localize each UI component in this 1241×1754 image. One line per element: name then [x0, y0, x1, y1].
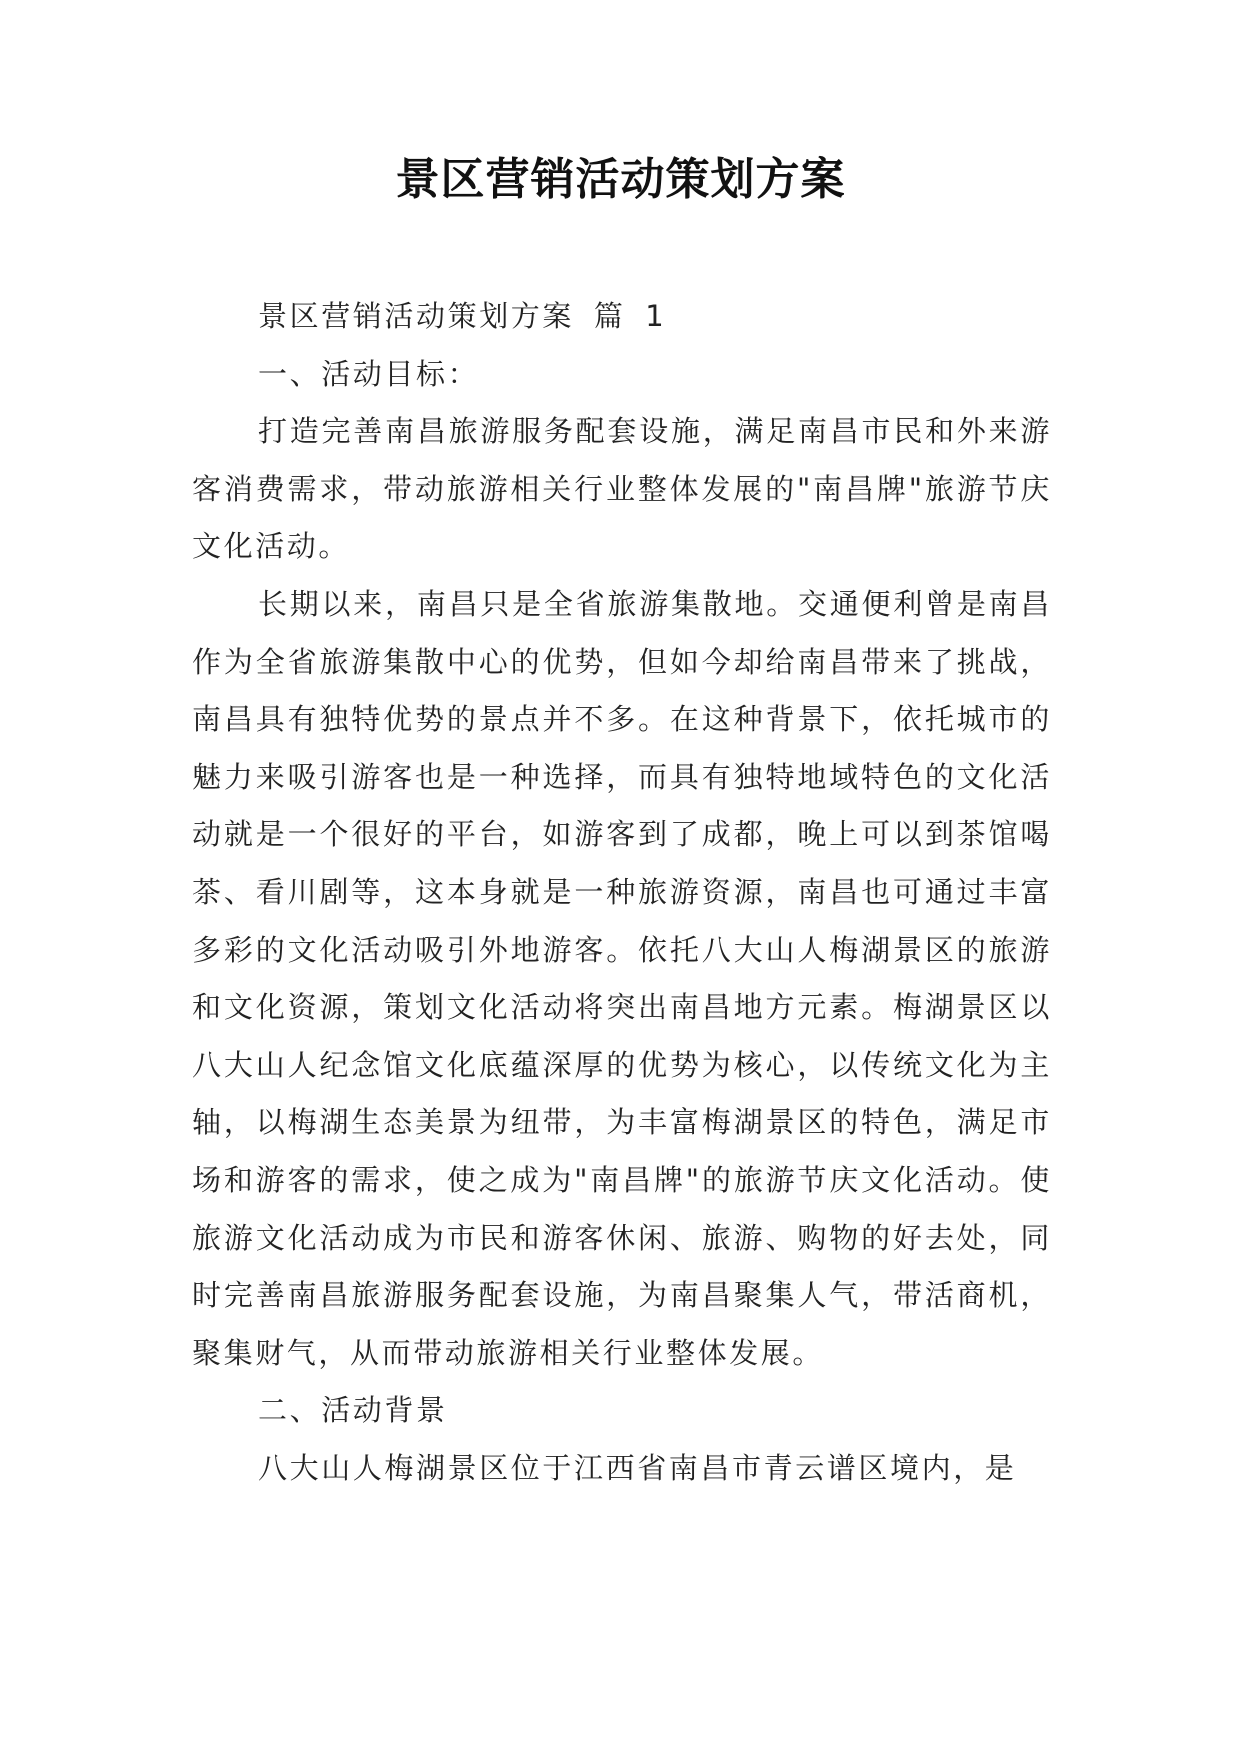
- section-heading-background: 二、活动背景: [258, 1393, 448, 1428]
- paragraph-goals: 打造完善南昌旅游服务配套设施，满足南昌市民和外来游客消费需求，带动旅游相关行业整体发展的"南昌牌"旅游节庆文化活动。: [192, 414, 1052, 564]
- section-subtitle: 景区营销活动策划方案 篇 1: [258, 299, 667, 333]
- paragraph-background: 八大山人梅湖景区位于江西省南昌市青云谱区境内，是: [258, 1450, 1017, 1485]
- section-heading-goals: 一、活动目标：: [258, 356, 480, 391]
- document-title: 景区营销活动策划方案: [395, 154, 846, 205]
- paragraph-rationale: 长期以来，南昌只是全省旅游集散地。交通便利曾是南昌作为全省旅游集散中心的优势，但如今却给南昌带来了挑战，南昌具有独特优势的景点并不多。在这种背景下，依托城市的魅力来吸引游客也是一种选择，而具有独特地域特色的文化活动就是一个很好的平台，如游客到了成都，晚上可以到茶馆喝茶、看川剧等，这本身就是一种旅游资源，南昌也可通过丰富多彩的文化活动吸引外地游客。依托八大山人梅湖景区的旅游和文化资源，策划文化活动将突出南昌地方元素。梅湖景区以八大山人纪念馆文化底蕴深厚的优势为核心，以传统文化为主轴，以梅湖生态美景为纽带，为丰富梅湖景区的特色，满足市场和游客的需求，使之成为"南昌牌"的旅游节庆文化活动。使旅游文化活动成为市民和游客休闲、旅游、购物的好去处，同时完善南昌旅游服务配套设施，为南昌聚集人气，带活商机，聚集财气，从而带动旅游相关行业整体发展。: [192, 586, 1052, 1370]
- document-body: [192, 288, 1052, 1497]
